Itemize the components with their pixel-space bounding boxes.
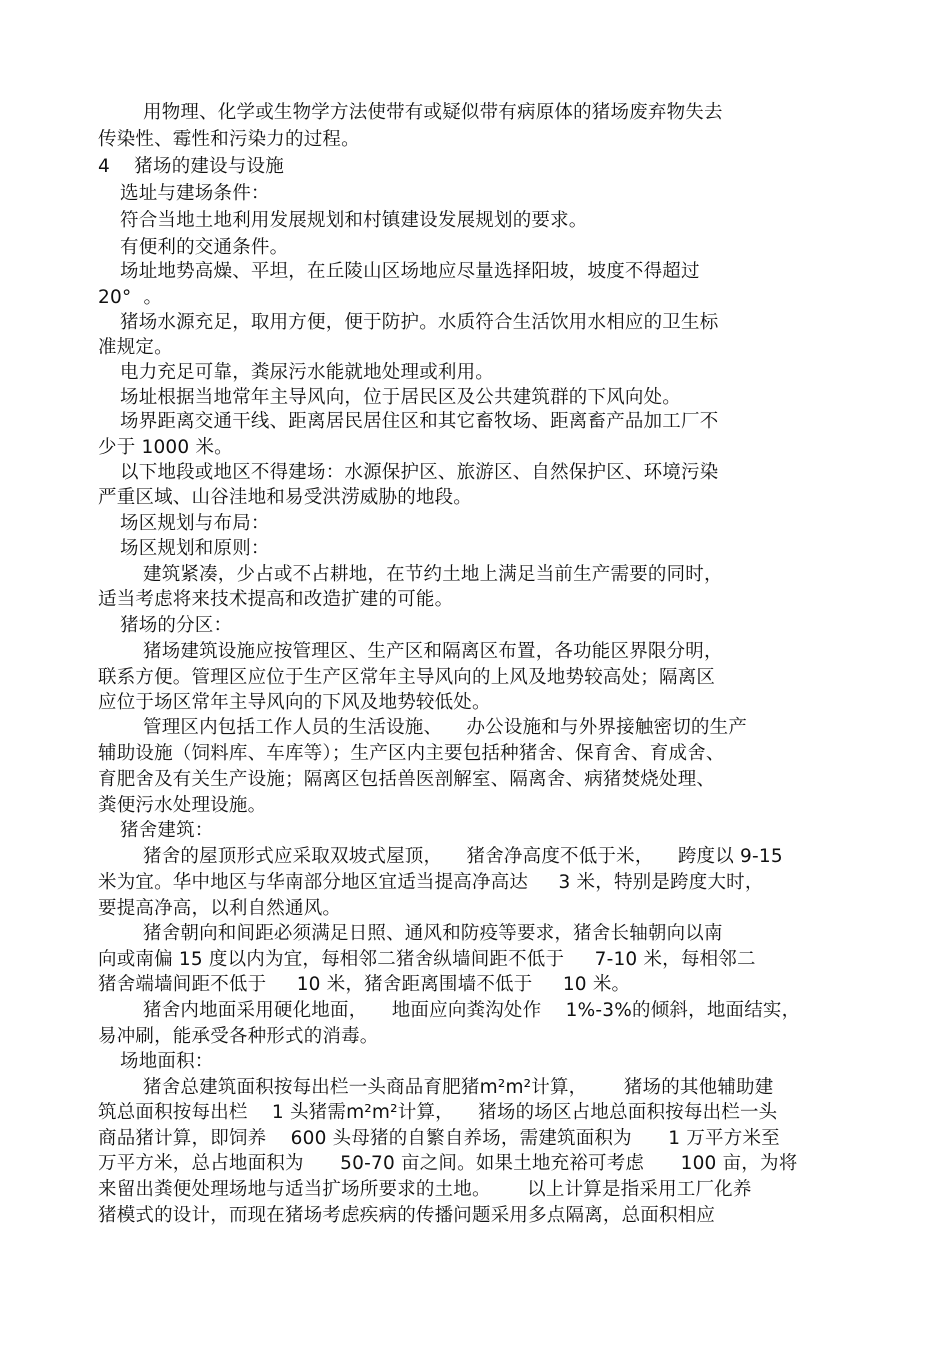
subsection-heading: 场地面积： (120, 1051, 214, 1072)
text-line: 猪场建筑设施应按管理区、生产区和隔离区布置，各功能区界限分明， (143, 641, 723, 662)
subsection-heading: 猪场的分区： (120, 615, 233, 636)
text-line: 猪舍总建筑面积按每出栏一头商品育肥猪m²m²计算， 猪场的其他辅助建 (143, 1077, 774, 1098)
subsection-heading: 猪舍建筑： (120, 820, 214, 841)
text-line: 猪模式的设计，而现在猪场考虑疾病的传播问题采用多点隔离，总面积相应 (98, 1205, 716, 1226)
text-line: 建筑紧凑，少占或不占耕地，在节约土地上满足当前生产需要的同时， (143, 564, 723, 585)
text-line: 场界距离交通干线、距离居民居住区和其它畜牧场、距离畜产品加工厂不 (120, 411, 719, 432)
text-line: 向或南偏 15 度以内为宜，每相邻二猪舍纵墙间距不低于 7-10 米，每相邻二 (98, 949, 756, 970)
text-line: 辅助设施（饲料库、车库等）；生产区内主要包括种猪舍、保育舍、育成舍、 (98, 743, 725, 764)
text-line: 易冲刷，能承受各种形式的消毒。 (98, 1026, 379, 1047)
text-line: 粪便污水处理设施。 (98, 795, 267, 816)
section-heading: 4 猪场的建设与设施 (98, 156, 284, 177)
text-line: 来留出粪便处理场地与适当扩场所要求的土地。 以上计算是指采用工厂化养 (98, 1179, 752, 1200)
subsection-heading: 场区规划和原则： (120, 538, 270, 559)
text-line: 场址根据当地常年主导风向，位于居民区及公共建筑群的下风向处。 (120, 387, 682, 408)
text-line: 猪舍内地面采用硬化地面， 地面应向粪沟处作 1%-3%的倾斜，地面结实， (143, 1000, 801, 1021)
text-line: 万平方米，总占地面积为 50-70 亩之间。如果土地充裕可考虑 100 亩，为将 (98, 1153, 798, 1174)
text-line: 商品猪计算，即饲养 600 头母猪的自繁自养场，需建筑面积为 1 万平方米至 (98, 1128, 780, 1149)
text-line: 准规定。 (98, 337, 173, 358)
text-line: 以下地段或地区不得建场：水源保护区、旅游区、自然保护区、环境污染 (120, 462, 719, 483)
text-line: 应位于场区常年主导风向的下风及地势较低处。 (98, 692, 491, 713)
text-line: 场址地势高燥、平坦，在丘陵山区场地应尽量选择阳坡，坡度不得超过 (120, 261, 700, 282)
text-line: 电力充足可靠，粪尿污水能就地处理或利用。 (120, 362, 495, 383)
text-line: 筑总面积按每出栏 1 头猪需m²m²计算， 猪场的场区占地总面积按每出栏一头 (98, 1102, 778, 1123)
text-line: 猪场水源充足，取用方便，便于防护。水质符合生活饮用水相应的卫生标 (120, 312, 719, 333)
text-line: 符合当地土地利用发展规划和村镇建设发展规划的要求。 (120, 210, 588, 231)
text-line: 育肥舍及有关生产设施；隔离区包括兽医剖解室、隔离舍、病猪焚烧处理、 (98, 769, 716, 790)
text-line: 传染性、霉性和污染力的过程。 (98, 129, 360, 150)
text-line: 适当考虑将来技术提高和改造扩建的可能。 (98, 589, 454, 610)
text-line: 猪舍朝向和间距必须满足日照、通风和防疫等要求，猪舍长轴朝向以南 (143, 923, 723, 944)
text-line: 管理区内包括工作人员的生活设施、 办公设施和与外界接触密切的生产 (143, 717, 748, 738)
text-line: 米为宜。华中地区与华南部分地区宜适当提高净高达 3 米，特别是跨度大时， (98, 872, 764, 893)
text-line: 少于 1000 米。 (98, 437, 233, 458)
text-line: 猪舍端墙间距不低于 10 米，猪舍距离围墙不低于 10 米。 (98, 974, 631, 995)
text-line: 20° 。 (98, 287, 163, 308)
subsection-heading: 场区规划与布局： (120, 513, 270, 534)
text-line: 用物理、化学或生物学方法使带有或疑似带有病原体的猪场废弃物失去 (143, 102, 723, 123)
subsection-heading: 选址与建场条件： (120, 183, 270, 204)
text-line: 有便利的交通条件。 (120, 237, 289, 258)
text-line: 猪舍的屋顶形式应采取双坡式屋顶， 猪舍净高度不低于米， 跨度以 9-15 (143, 846, 783, 867)
text-line: 联系方便。管理区应位于生产区常年主导风向的上风及地势较高处；隔离区 (98, 667, 716, 688)
text-line: 严重区域、山谷洼地和易受洪涝威胁的地段。 (98, 487, 473, 508)
text-line: 要提高净高，以利自然通风。 (98, 898, 342, 919)
